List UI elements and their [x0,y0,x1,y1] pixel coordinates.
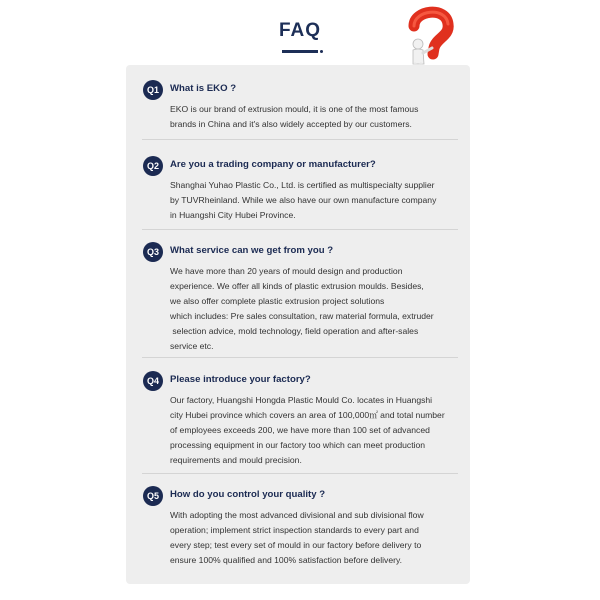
question-number-badge: Q3 [143,242,163,262]
faq-card [126,65,470,584]
divider [142,139,458,140]
divider [142,229,458,230]
answer-text: Shanghai Yuhao Plastic Co., Ltd. is certified as multispecialty supplier by TUVRheinland. While we also have our own manufacture company in Huangshi City Hubei Province. [170,180,437,220]
question-title: Are you a trading company or manufacturer? [170,159,376,170]
page-title: FAQ [278,20,322,41]
title-underline [282,50,318,53]
question-number-badge: Q2 [143,156,163,176]
divider [142,473,458,474]
question-number-badge: Q5 [143,486,163,506]
answer-text: EKO is our brand of extrusion mould, it is one of the most famous brands in China and it's also widely accepted by our customers. [170,104,419,129]
question-title: Please introduce your factory? [170,374,311,385]
question-title: What service can we get from you ? [170,245,334,256]
question-number-badge: Q4 [143,371,163,391]
answer-text: We have more than 20 years of mould design and production experience. We offer all kinds of plastic extrusion moulds. Besides, we also offer complete plastic extrusion project solutions which includes: Pre sales consultation, raw material formula, extruder selection advice, mold technology, field operation and after-sales service etc. [170,266,434,351]
question-title: What is EKO ? [170,83,237,94]
question-title: How do you control your quality ? [170,489,326,500]
divider [142,357,458,358]
answer-text: Our factory, Huangshi Hongda Plastic Mould Co. locates in Huangshi city Hubei province which covers an area of 100,000㎡ and total number of employees exceeds 200, we have more than 100 set of advanced processing equipment in our factory too which can meet production requirements and mould precision. [170,395,445,465]
question-number-badge: Q1 [143,80,163,100]
answer-text: With adopting the most advanced divisional and sub divisional flow operation; implement strict inspection standards to every part and every step; test every set of mould in our factory before delivery to ensure 100% qualified and 100% satisfaction before delivery. [170,510,424,565]
title-underline-dot [320,50,323,53]
